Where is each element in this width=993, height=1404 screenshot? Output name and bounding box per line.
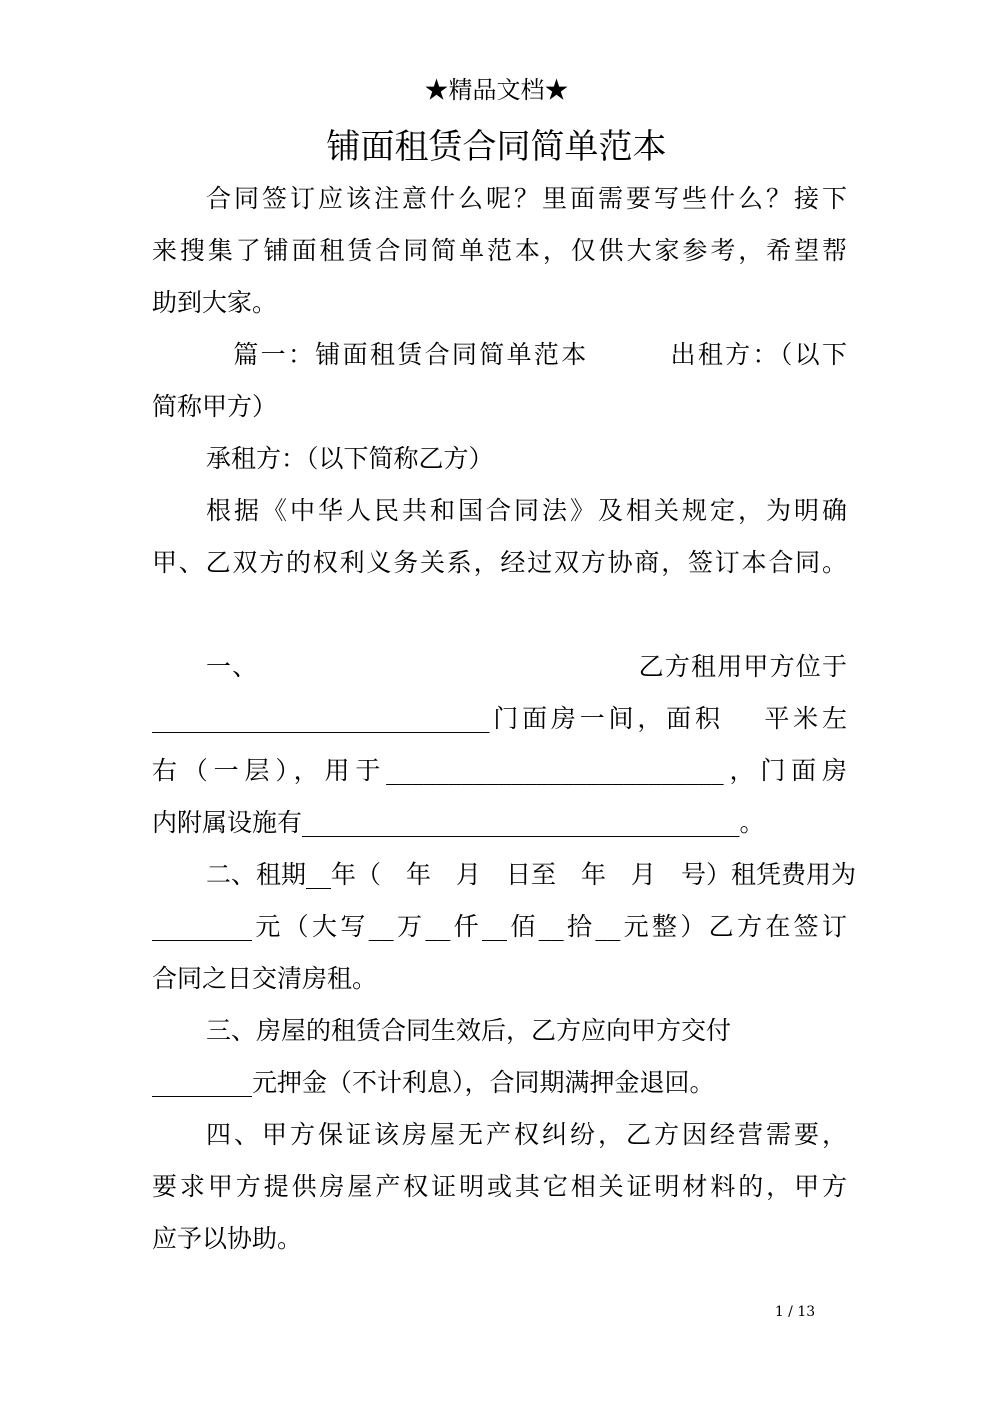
body-line-9: 一、 乙方租用甲方位于	[206, 652, 847, 681]
body-line-7: 根据《中华人民共和国合同法》及相关规定，为明确	[206, 496, 847, 525]
body-line-1: 合同签订应该注意什么呢？里面需要写些什么？接下	[206, 184, 847, 213]
body-line-5: 简称甲方）	[152, 392, 278, 421]
header-mark: ★精品文档★	[424, 76, 569, 104]
body-line-16: 三、房屋的租赁合同生效后，乙方应向甲方交付	[206, 1016, 732, 1045]
body-line-4: 篇一：铺面租赁合同简单范本 出租方：（以下	[206, 340, 847, 369]
body-line-14: ________元（大写__万__仟__佰__拾__元整）乙方在签订	[152, 912, 847, 941]
body-line-13: 二、租期__年（ 年 月 日至 年 月 号）租凭费用为	[206, 860, 857, 889]
body-line-17: ________元押金（不计利息），合同期满押金退回。	[152, 1068, 715, 1097]
body-line-19: 要求甲方提供房屋产权证明或其它相关证明材料的，甲方	[152, 1172, 847, 1201]
body-line-12: 内附属设施有___________________________________。	[152, 808, 765, 837]
document-title: 铺面租赁合同简单范本	[326, 127, 667, 167]
body-line-6: 承租方：（以下简称乙方）	[206, 444, 494, 473]
body-line-3: 助到大家。	[152, 288, 278, 317]
body-line-20: 应予以协助。	[152, 1224, 303, 1253]
body-line-10: ___________________________门面房一间，面积 平米左	[152, 704, 847, 733]
body-line-18: 四、甲方保证该房屋无产权纠纷，乙方因经营需要，	[206, 1120, 847, 1149]
body-line-11: 右（一层），用于___________________________，门面房	[152, 756, 847, 785]
body-line-8: 甲、乙双方的权利义务关系，经过双方协商，签订本合同。	[152, 548, 847, 577]
body-line-15: 合同之日交清房租。	[152, 964, 378, 993]
body-line-2: 来搜集了铺面租赁合同简单范本，仅供大家参考，希望帮	[152, 236, 847, 265]
page-number: 1 / 13	[774, 1304, 816, 1320]
